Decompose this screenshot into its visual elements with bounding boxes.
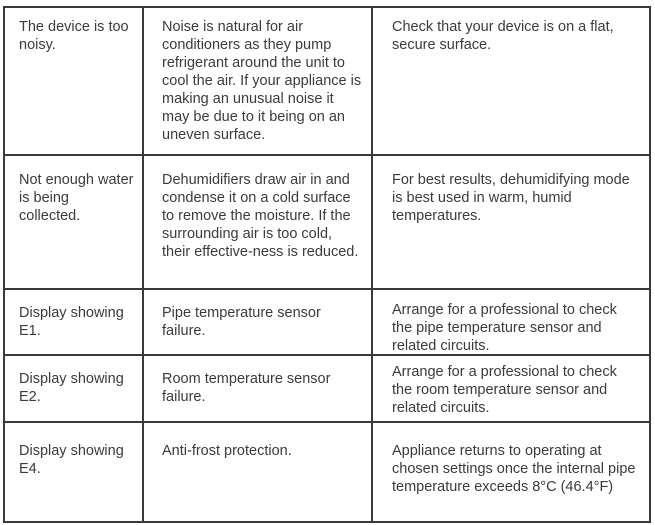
problem-cell: Display showing E1. bbox=[5, 290, 144, 356]
cause-cell: Pipe temperature sensor failure. bbox=[144, 290, 373, 356]
problem-cell: Not enough water is being collected. bbox=[5, 156, 144, 290]
cause-cell: Noise is natural for air conditioners as they pump refrigerant around the unit to cool the air. If your appliance is making an unusual noise it may be due to it being on an uneven surface. bbox=[144, 8, 373, 156]
problem-cell: Display showing E4. bbox=[5, 423, 144, 521]
cause-cell: Room temperature sensor failure. bbox=[144, 356, 373, 423]
troubleshooting-table bbox=[3, 6, 651, 523]
cause-cell: Anti-frost protection. bbox=[144, 423, 373, 521]
solution-cell: Appliance returns to operating at chosen settings once the internal pipe temperature exceeds 8°C (46.4°F) bbox=[392, 443, 636, 495]
problem-cell: The device is too noisy. bbox=[5, 8, 144, 156]
solution-cell: Arrange for a professional to check the pipe temperature sensor and related circuits. bbox=[373, 290, 649, 356]
solution-cell: Arrange for a professional to check the room temperature sensor and related circuits. bbox=[373, 356, 649, 423]
problem-cell: Display showing E2. bbox=[5, 356, 144, 423]
cause-cell: Dehumidifiers draw air in and condense it on a cold surface to remove the moisture. If the surrounding air is too cold, their effective-ness is reduced. bbox=[144, 156, 373, 290]
solution-cell: Check that your device is on a flat, secure surface. bbox=[373, 8, 649, 156]
solution-cell: For best results, dehumidifying mode is best used in warm, humid temperatures. bbox=[373, 156, 649, 290]
